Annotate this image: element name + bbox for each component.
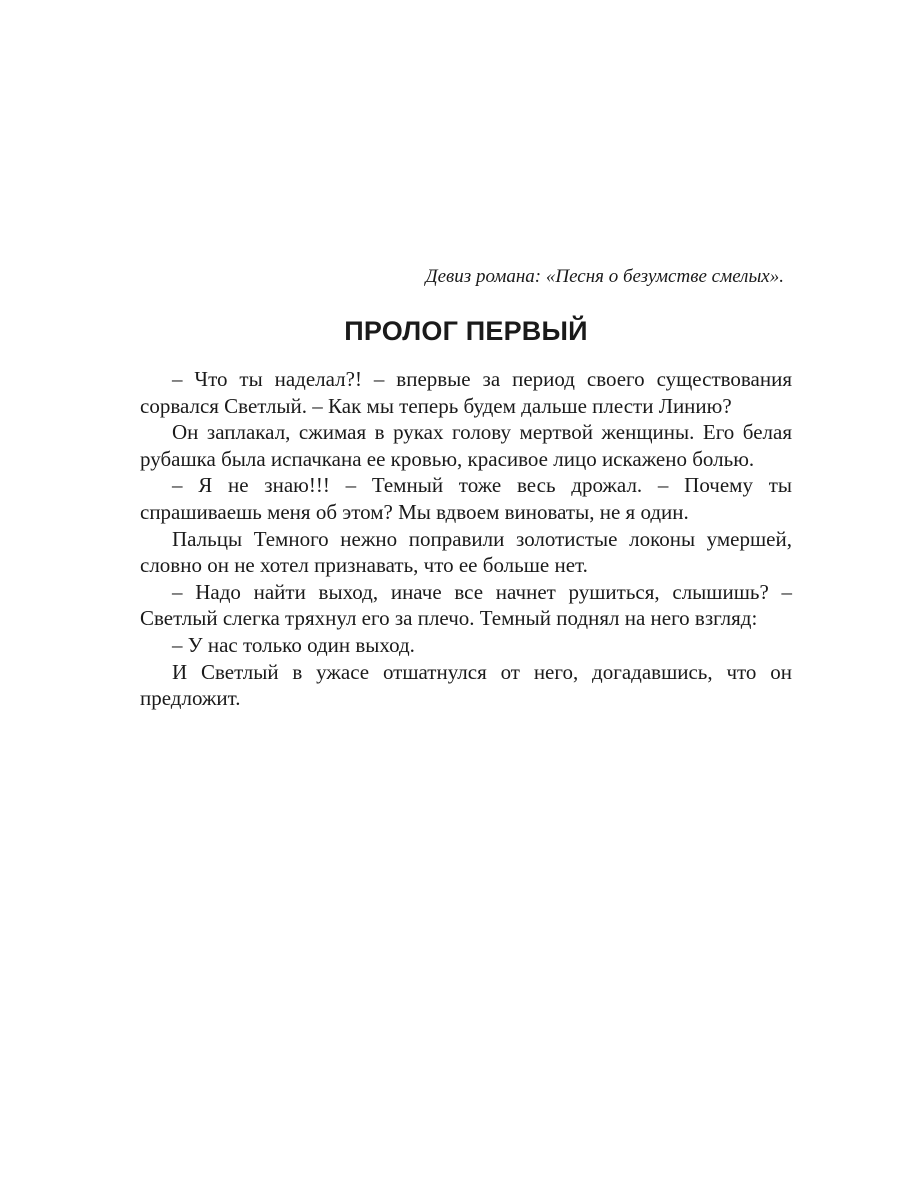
book-page	[140, 262, 792, 712]
paragraph: И Светлый в ужасе отшатнулся от него, догадавшись, что он предложит.	[140, 659, 792, 711]
chapter-text	[140, 366, 792, 712]
paragraph: – Что ты наделал?! – впервые за период своего существования сорвался Светлый. – Как мы теперь будем дальше плести Линию?	[140, 367, 792, 418]
paragraph: – Надо найти выход, иначе все начнет рушиться, слышишь? – Светлый слегка тряхнул его за плечо. Темный поднял на него взгляд:	[140, 579, 792, 631]
paragraph: Он заплакал, сжимая в руках голову мертвой женщины. Его белая рубашка была испачкана ее кровью, красивое лицо искажено болью.	[140, 420, 792, 471]
paragraph: Пальцы Темного нежно поправили золотистые локоны умершей, словно он не хотел признавать, что ее больше нет.	[140, 526, 792, 578]
chapter-title: ПРОЛОГ ПЕРВЫЙ	[344, 316, 588, 346]
epigraph: Девиз романа: «Песня о безумстве смелых».	[425, 266, 784, 287]
paragraph: – У нас только один выход.	[172, 632, 415, 657]
paragraph: – Я не знаю!!! – Темный тоже весь дрожал. – Почему ты спрашиваешь меня об этом? Мы вдвоем виноваты, не я один.	[140, 473, 792, 524]
